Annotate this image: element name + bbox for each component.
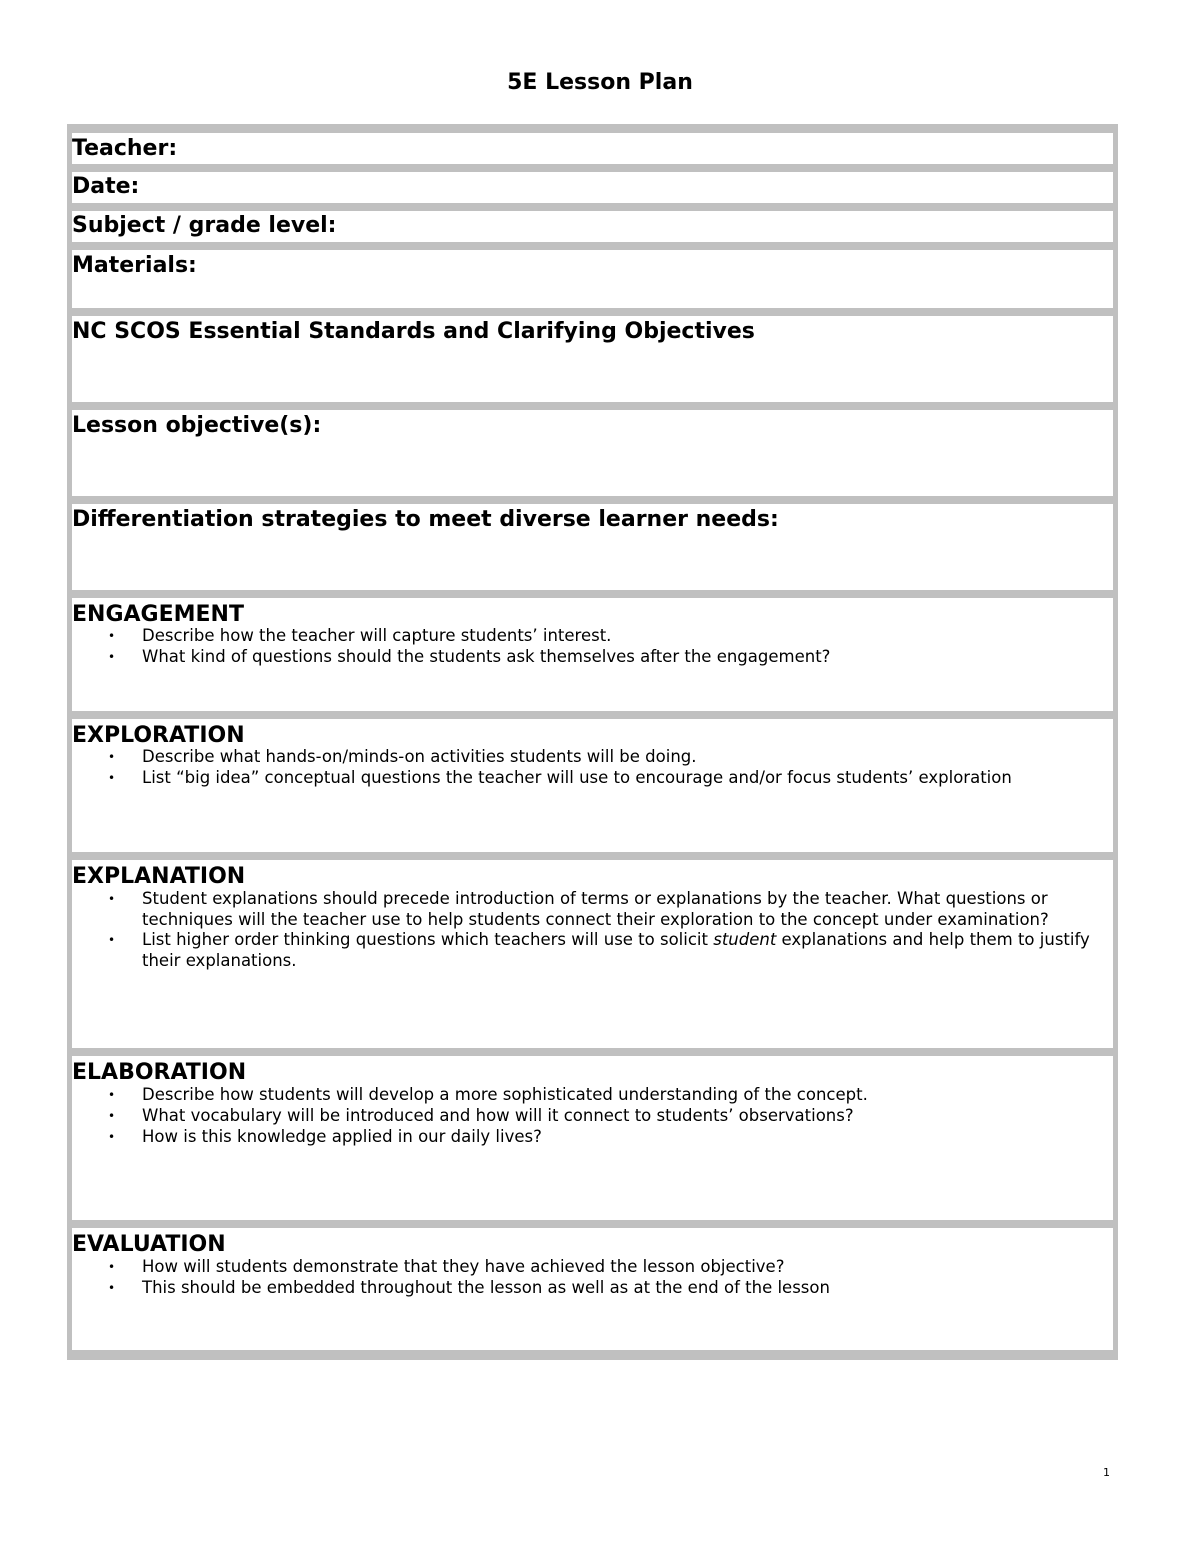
list-item: • This should be embedded throughout the lesson as well as at the end of the lesson	[108, 1277, 830, 1297]
exploration-heading: EXPLORATION	[72, 723, 245, 748]
subject-row[interactable]	[72, 211, 1113, 242]
exploration-list	[102, 747, 1112, 789]
bullet-icon: •	[108, 892, 116, 906]
list-item: • How will students demonstrate that they have achieved the lesson objective?	[108, 1257, 785, 1276]
differentiation-row[interactable]	[72, 504, 1113, 590]
evaluation-section[interactable]	[72, 1228, 1113, 1350]
list-item: • Student explanations should precede introduction of terms or explanations by the teacher. What questions or techniques will the teacher use to help students connect their exploration to the concept under examination?	[108, 889, 1049, 929]
elaboration-section[interactable]	[72, 1056, 1113, 1220]
bullet-icon: •	[108, 750, 116, 764]
standards-row[interactable]	[72, 316, 1113, 402]
objectives-row[interactable]	[72, 410, 1113, 496]
bullet-icon: •	[108, 649, 116, 664]
list-item: • Describe how the teacher will capture students’ interest.	[108, 626, 612, 645]
elaboration-heading: ELABORATION	[72, 1060, 247, 1085]
evaluation-heading: EVALUATION	[72, 1232, 226, 1257]
explanation-section[interactable]	[72, 860, 1113, 1048]
page-title: 5E Lesson Plan	[507, 70, 693, 95]
evaluation-list	[102, 1257, 1112, 1299]
teacher-row[interactable]	[72, 133, 1113, 164]
bullet-icon: •	[108, 933, 116, 948]
elaboration-list	[102, 1085, 1112, 1147]
standards-label: NC SCOS Essential Standards and Clarifying Objectives	[72, 319, 755, 344]
list-item: • What kind of questions should the students ask themselves after the engagement?	[108, 646, 831, 666]
engagement-heading: ENGAGEMENT	[72, 602, 244, 627]
page-number: 1	[1103, 1466, 1110, 1479]
emphasis-student: student	[713, 930, 777, 950]
bullet-icon: •	[108, 629, 116, 643]
subject-label: Subject / grade level:	[72, 213, 337, 238]
list-item: • What vocabulary will be introduced and how will it connect to students’ observations?	[108, 1105, 854, 1125]
engagement-list	[102, 626, 1112, 668]
list-item: • List higher order thinking questions which teachers will use to solicit student explanations and help them to justify their explanations.	[108, 930, 1090, 970]
teacher-label: Teacher:	[72, 136, 178, 161]
bullet-icon: •	[108, 1108, 116, 1123]
exploration-section[interactable]	[72, 719, 1113, 852]
list-item: • List “big idea” conceptual questions the teacher will use to encourage and/or focus students’ exploration	[108, 767, 1012, 787]
bullet-icon: •	[108, 1260, 116, 1274]
list-item: • Describe how students will develop a more sophisticated understanding of the concept.	[108, 1085, 868, 1104]
bullet-icon: •	[108, 1088, 116, 1102]
differentiation-label: Differentiation strategies to meet diverse learner needs:	[72, 507, 779, 532]
list-item: • How is this knowledge applied in our daily lives?	[108, 1126, 542, 1146]
list-item: • Describe what hands-on/minds-on activities students will be doing.	[108, 747, 697, 766]
materials-label: Materials:	[72, 253, 197, 278]
bullet-icon: •	[108, 1129, 116, 1144]
lesson-plan-table	[67, 124, 1118, 1360]
materials-row[interactable]	[72, 250, 1113, 308]
bullet-icon: •	[108, 770, 116, 785]
bullet-icon: •	[108, 1280, 116, 1295]
date-row[interactable]	[72, 172, 1113, 203]
date-label: Date:	[72, 174, 140, 199]
explanation-list	[102, 889, 1112, 972]
explanation-heading: EXPLANATION	[72, 864, 246, 889]
engagement-section[interactable]	[72, 598, 1113, 711]
objectives-label: Lesson objective(s):	[72, 413, 322, 438]
